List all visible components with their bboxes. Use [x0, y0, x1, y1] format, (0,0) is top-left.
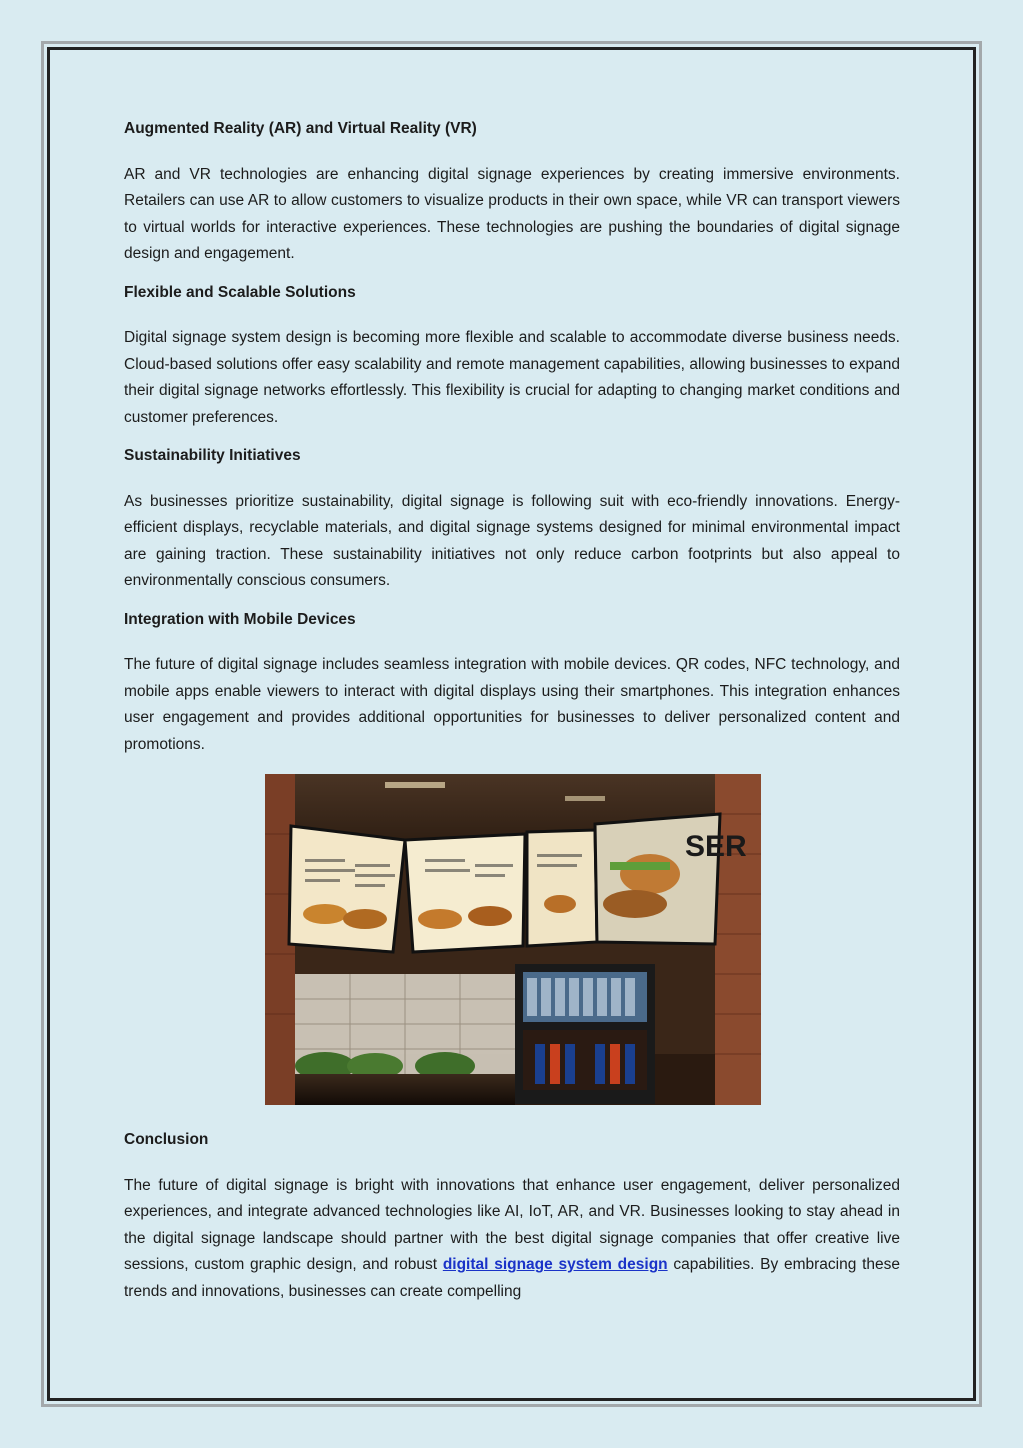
conclusion-text-before-link: The future of digital signage is bright with innovations that enhance user engagement, deliver personalized experiences, and integrate advanced technologies like AI, IoT, AR, and VR. Businesses looking to stay ahead in the digital signage landscape should partner with the best digital signage companies that offer creative live sessions, custom graphic design, and robust	[124, 1176, 900, 1274]
section-heading-mobile: Integration with Mobile Devices	[124, 610, 356, 628]
restaurant-menu-boards-photo	[265, 774, 761, 1105]
photo-illustration	[265, 774, 761, 1105]
section-body-mobile: The future of digital signage includes seamless integration with mobile devices. QR codes, NFC technology, and mobile apps enable viewers to interact with digital displays using their smartphones. This integration enhances user engagement and provides additional opportunities for businesses to deliver personalized content and promotions.	[124, 656, 900, 753]
board-label-ser: SER	[685, 830, 747, 864]
section-body-flexible: Digital signage system design is becoming more flexible and scalable to accommodate diverse business needs. Cloud-based solutions offer easy scalability and remote management capabilities, allowing businesses to expand their digital signage networks effortlessly. This flexibility is crucial for adapting to changing market conditions and customer preferences.	[124, 329, 900, 426]
section-heading-ar-vr: Augmented Reality (AR) and Virtual Reality (VR)	[124, 120, 477, 137]
section-body-sustainability: As businesses prioritize sustainability, digital signage is following suit with eco-friendly innovations. Energy-efficient displays, recyclable materials, and digital signage systems designed for minimal environmental impact are gaining traction. These sustainability initiatives not only reduce carbon footprints but also appeal to environmentally conscious consumers.	[124, 492, 900, 590]
section-heading-sustainability: Sustainability Initiatives	[124, 447, 301, 465]
conclusion-text-after-link: capabilities. By embracing these trends and innovations, businesses can create compelling	[124, 1256, 900, 1300]
digital-signage-system-design-link[interactable]: digital signage system design	[442, 1256, 668, 1274]
section-heading-conclusion: Conclusion	[124, 1131, 209, 1149]
document-body	[124, 120, 900, 1321]
section-heading-flexible: Flexible and Scalable Solutions	[124, 283, 356, 301]
section-body-conclusion	[124, 1173, 900, 1306]
section-body-ar-vr: AR and VR technologies are enhancing digital signage experiences by creating immersive environments. Retailers can use AR to allow customers to visualize products in their own space, while VR can transport viewers to virtual worlds for interactive experiences. These technologies are pushing the boundaries of digital signage design and engagement.	[124, 165, 900, 263]
